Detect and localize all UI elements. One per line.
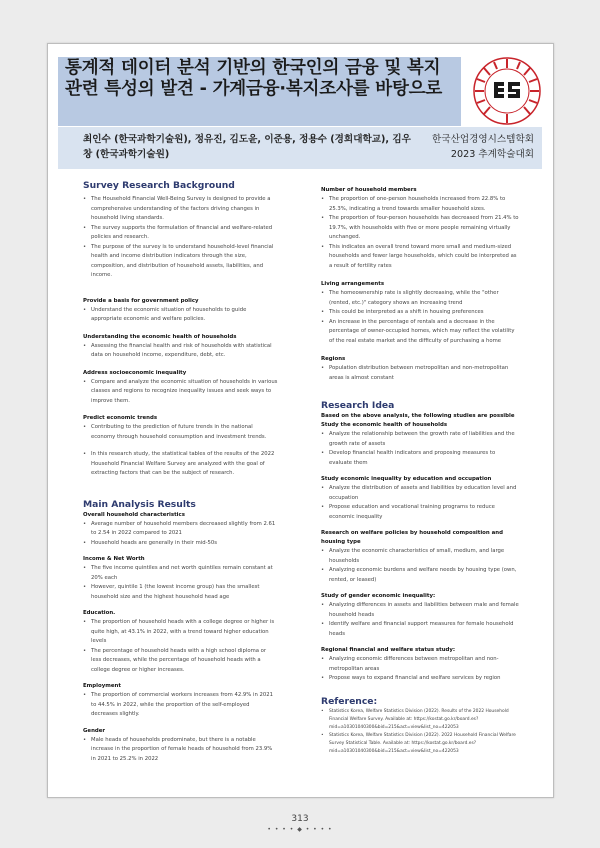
list-item: • Understand the economic situation of households to guide appropriate economic and welfare policies. bbox=[83, 306, 278, 325]
left-column bbox=[83, 180, 278, 764]
list-item: • Propose ways to expand financial and welfare services by region bbox=[321, 674, 519, 684]
idea-group bbox=[321, 592, 519, 639]
results-block bbox=[83, 682, 278, 720]
list-item: • Analyzing economic differences between metropolitan and non-metropolitan areas bbox=[321, 655, 519, 674]
list-item: • Analyzing differences in assets and liabilities between male and female household heads bbox=[321, 601, 519, 620]
list-item: • In this research study, the statistical tables of the results of the 2022 Household Financial Welfare Survey are analyzed with the goal of extracting factors that can be the subject of research. bbox=[83, 450, 278, 479]
result-subheading: Gender bbox=[83, 727, 106, 734]
results-block bbox=[83, 727, 278, 765]
list-item: • The purpose of the survey is to understand household-level financial health and income distribution indicators through the size, composition, and distribution of household assets, liabilities, and income. bbox=[83, 243, 278, 281]
reference-heading: Reference: bbox=[321, 695, 378, 707]
idea-heading: Regional financial and welfare status study: bbox=[321, 647, 456, 653]
list-item: • This indicates an overall trend toward more small and medium-sized households and fewer large households, which could be interpreted as a result of fertility rates bbox=[321, 243, 519, 272]
idea-heading: Study economic inequality by education and occupation bbox=[321, 476, 492, 482]
reference-list bbox=[321, 708, 519, 756]
list-item: • Male heads of households predominate, but there is a notable increase in the proportion of female heads of household from 23.9% in 2021 to 25.2% in 2022 bbox=[83, 736, 278, 765]
list-item: • Propose education and vocational training programs to reduce economic inequality bbox=[321, 503, 519, 522]
research-idea-heading: Research Idea bbox=[321, 400, 395, 411]
society-logo bbox=[470, 56, 544, 126]
finding-group bbox=[321, 186, 519, 271]
results-block bbox=[83, 609, 278, 675]
list-item: • The five income quintiles and net worth quintiles remain constant at 20% each bbox=[83, 564, 278, 583]
list-item: • Contributing to the prediction of future trends in the national economy through household consumption and investment trends. bbox=[83, 423, 278, 442]
list-item: • The survey supports the formulation of financial and welfare-related policies and research. bbox=[83, 224, 278, 243]
purpose-heading: Understanding the economic health of households bbox=[83, 333, 237, 340]
reference-item: • Statistics Korea, Welfare Statistics Division (2022). 2022 Household Financial Welfare Survey Statistical Table. Available at: https://kostat.go.kr/board.es?mid=a10301040300&bid=215&act=view&list_no=422053 bbox=[321, 732, 519, 756]
conference-society: 한국산업경영시스템학회 bbox=[432, 134, 534, 145]
idea-heading: Study of gender economic inequality: bbox=[321, 593, 436, 599]
finding-heading: Living arrangements bbox=[321, 281, 385, 287]
page-ornament: • • • • ◆ • • • • bbox=[267, 826, 333, 833]
idea-group bbox=[321, 421, 519, 468]
reference-item: • Statistics Korea, Welfare Statistics Division (2022). Results of the 2022 Household Financial Welfare Survey. Available at: https://kostat.go.kr/board.es?mid=a10301040300&bid=215&act=view&list_no=422053 bbox=[321, 708, 519, 732]
result-subheading: Education. bbox=[83, 610, 116, 616]
author-list: 최인수 (한국과학기술원), 정유진, 김도윤, 이준용, 정용수 (경희대학교), 김우창 (한국과학기술원) bbox=[83, 134, 411, 160]
purpose-note bbox=[83, 450, 278, 479]
list-item: • Analyzing economic burdens and welfare needs by housing type (own, rented, or leased) bbox=[321, 566, 519, 585]
list-item: • Assessing the financial health and risk of households with statistical data on household income, expenditure, debt, etc. bbox=[83, 342, 278, 361]
research-idea-intro: Based on the above analysis, the following studies are possible bbox=[321, 413, 515, 419]
list-item: • The proportion of household heads with a college degree or higher is quite high, at 43.1% in 2022, with a trend toward higher education levels bbox=[83, 618, 278, 647]
finding-group bbox=[321, 280, 519, 346]
page-number: 313 bbox=[291, 814, 309, 824]
purpose-block bbox=[83, 333, 278, 361]
purpose-heading: Predict economic trends bbox=[83, 415, 158, 421]
idea-heading: Study the economic health of households bbox=[321, 422, 448, 428]
list-item: • Analyze the economic characteristics of small, medium, and large households bbox=[321, 547, 519, 566]
background-heading: Survey Research Background bbox=[83, 180, 235, 191]
finding-group bbox=[321, 355, 519, 383]
finding-heading: Number of household members bbox=[321, 187, 417, 193]
list-item: • The proportion of four-person households has decreased from 21.4% to 19.7%, with households with five or more people remaining virtually unchanged. bbox=[321, 214, 519, 243]
purpose-block bbox=[83, 414, 278, 442]
right-column bbox=[321, 186, 519, 756]
list-item: • Analyze the distribution of assets and liabilities by education level and occupation bbox=[321, 484, 519, 503]
finding-heading: Regions bbox=[321, 356, 346, 362]
poster-title: 통계적 데이터 분석 기반의 한국인의 금융 및 복지 관련 특성의 발견 - 가계금융·복지조사를 바탕으로 bbox=[65, 58, 443, 99]
list-item: • Analyze the relationship between the growth rate of liabilities and the growth rate of assets bbox=[321, 430, 519, 449]
result-subheading: Overall household characteristics bbox=[83, 511, 185, 518]
results-heading: Main Analysis Results bbox=[83, 498, 196, 510]
list-item: • Develop financial health indicators and proposing measures to evaluate them bbox=[321, 449, 519, 468]
idea-group bbox=[321, 646, 519, 684]
idea-group bbox=[321, 475, 519, 522]
list-item: • This could be interpreted as a shift in housing preferences bbox=[321, 308, 519, 318]
conference-info bbox=[422, 133, 534, 162]
list-item: • The proportion of one-person households increased from 22.8% to 25.3%, indicating a trend towards smaller household sizes. bbox=[321, 195, 519, 214]
list-item: • The Household Financial Well-Being Survey is designed to provide a comprehensive understanding of the factors driving changes in household living standards. bbox=[83, 195, 278, 224]
list-item: • Population distribution between metropolitan and non-metropolitan areas is almost constant bbox=[321, 364, 519, 383]
result-subheading: Income & Net Worth bbox=[83, 556, 145, 562]
results-block bbox=[83, 555, 278, 602]
list-item: • The percentage of household heads with a high school diploma or less decreases, while the percentage of household heads with a college degree or higher increases. bbox=[83, 647, 278, 676]
purpose-heading: Provide a basis for government policy bbox=[83, 297, 199, 304]
list-item: • An increase in the percentage of rentals and a decrease in the percentage of owner-occupied homes, which may reflect the volatility of the real estate market and the difficulty of purchasing a home bbox=[321, 318, 519, 347]
list-item: • Household heads are generally in their mid-50s bbox=[83, 539, 278, 549]
idea-heading: Research on welfare policies by household composition and housing type bbox=[321, 530, 503, 545]
list-item: • The homeownership rate is slightly decreasing, while the "other (rented, etc.)" category shows an increasing trend bbox=[321, 289, 519, 308]
background-list bbox=[83, 195, 278, 281]
list-item: • Identify welfare and financial support measures for female household heads bbox=[321, 620, 519, 639]
list-item: • However, quintile 1 (the lowest income group) has the smallest household size and the highest household head age bbox=[83, 583, 278, 602]
purpose-block bbox=[83, 297, 278, 325]
results-block bbox=[83, 511, 278, 549]
list-item: • The proportion of commercial workers increases from 42.9% in 2021 to 44.5% in 2022, while the proportion of the self-employed decreases slightly. bbox=[83, 691, 278, 720]
purpose-block bbox=[83, 369, 278, 407]
list-item: • Average number of household members decreased slightly from 2.61 to 2.54 in 2022 compared to 2021 bbox=[83, 520, 278, 539]
idea-group bbox=[321, 529, 519, 585]
result-subheading: Employment bbox=[83, 683, 121, 689]
purpose-heading: Address socioeconomic inequality bbox=[83, 369, 187, 376]
list-item: • Compare and analyze the economic situation of households in various classes and regions to recognize inequality issues and seek ways to improve them. bbox=[83, 378, 278, 407]
conference-event: 2023 추계학술대회 bbox=[450, 148, 534, 160]
